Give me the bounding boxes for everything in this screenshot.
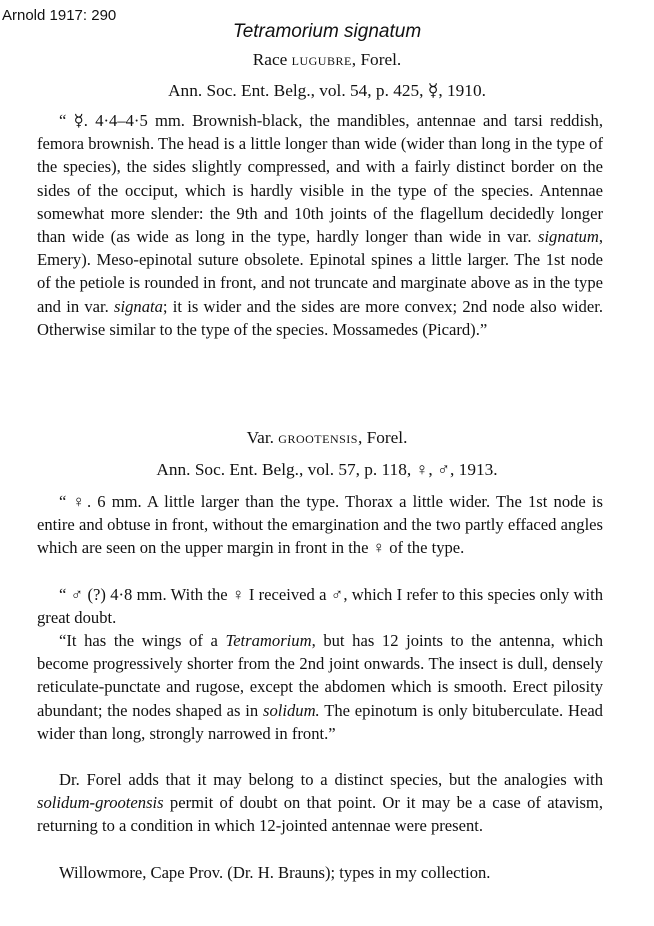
reference-label: Arnold 1917: 290 [2, 7, 117, 24]
species-title: Tetramorium signatum [232, 21, 422, 42]
male-text: “ ♂ (?) 4·8 mm. With the ♀ I received a ♂, which I refer to this species only with great doubt. [37, 585, 603, 628]
male-description [37, 583, 603, 629]
locality-line [37, 861, 603, 884]
wings-part-c: The epinotum is only bituberculate. Head wider than long, strongly narrowed in front.” [37, 700, 603, 743]
race-name: lugubre [291, 50, 352, 69]
wings-part-b: , but has 12 joints to the antenna, which become progressively shorter from the 2nd joint onwards. The insect is dull, densely reticulate-punctate and rugose, except the abdomen which is smooth. Erect pilosity abundant; the nodes shaped as in [37, 631, 603, 720]
race-heading [0, 50, 654, 70]
forel-remark [37, 768, 603, 838]
race-desc-part1: “ ☿. 4·4–4·5 mm. Brownish-black, the mandibles, antennae and tarsi reddish, femora brownish. The head is a little longer than wide (wider than long in the type of the species), the sides slightly compressed, and with a fairly distinct border on the sides of the occiput, which is hardly visible in the type of the species. Antennae somewhat more slender: the 9th and 10th joints of the flagellum decidedly longer than wide (as wide as long in the type, hardly longer than wide in var. [37, 111, 603, 247]
locality-text: Willowmore, Cape Prov. (Dr. H. Brauns); types in my collection. [59, 863, 491, 882]
wings-description [37, 629, 603, 745]
race-description [37, 109, 603, 341]
forel-italic: solidum-grootensis [37, 793, 164, 813]
female-text: “ ♀. 6 mm. A little larger than the type. Thorax a little wider. The 1st node is entire and obtuse in front, without the emargination and the two partly effaced angles which are seen on the upper margin in front in the ♀ of the type. [37, 492, 603, 558]
variety-prefix: Var. [246, 428, 274, 447]
variety-heading [0, 428, 654, 448]
wings-italic-genus: Tetramorium [225, 631, 312, 650]
race-desc-italic2: signata [114, 296, 163, 316]
race-desc-part2: , Emery). Meso-epinotal suture obsolete. Epinotal spines a little larger. The 1st node of the petiole is rounded in front, and not truncate and marginate above as in the type and in var. [37, 227, 603, 316]
race-prefix: Race [252, 50, 288, 69]
wings-part-a: “It has the wings of a [59, 631, 218, 650]
forel-part-b: permit of doubt on that point. Or it may be a case of atavism, returning to a condition in which 12-jointed antennae were present. [37, 793, 603, 836]
variety-suffix: , Forel. [357, 428, 408, 447]
variety-citation: Ann. Soc. Ent. Belg., vol. 57, p. 118, ♀, ♂, 1913. [156, 460, 498, 479]
forel-part-a: Dr. Forel adds that it may belong to a distinct species, but the analogies with [59, 770, 603, 789]
female-description [37, 490, 603, 560]
wings-italic-solidum: solidum. [263, 700, 320, 720]
race-desc-part3: ; it is wider and the sides are more convex; 2nd node also wider. Otherwise similar to the type of the species. Mossamedes (Picard).” [37, 296, 603, 339]
race-desc-italic1: signatum [537, 227, 599, 247]
race-suffix: , Forel. [351, 50, 402, 69]
race-citation: Ann. Soc. Ent. Belg., vol. 54, p. 425, ☿, 1910. [168, 81, 486, 100]
variety-name: grootensis [278, 428, 358, 447]
